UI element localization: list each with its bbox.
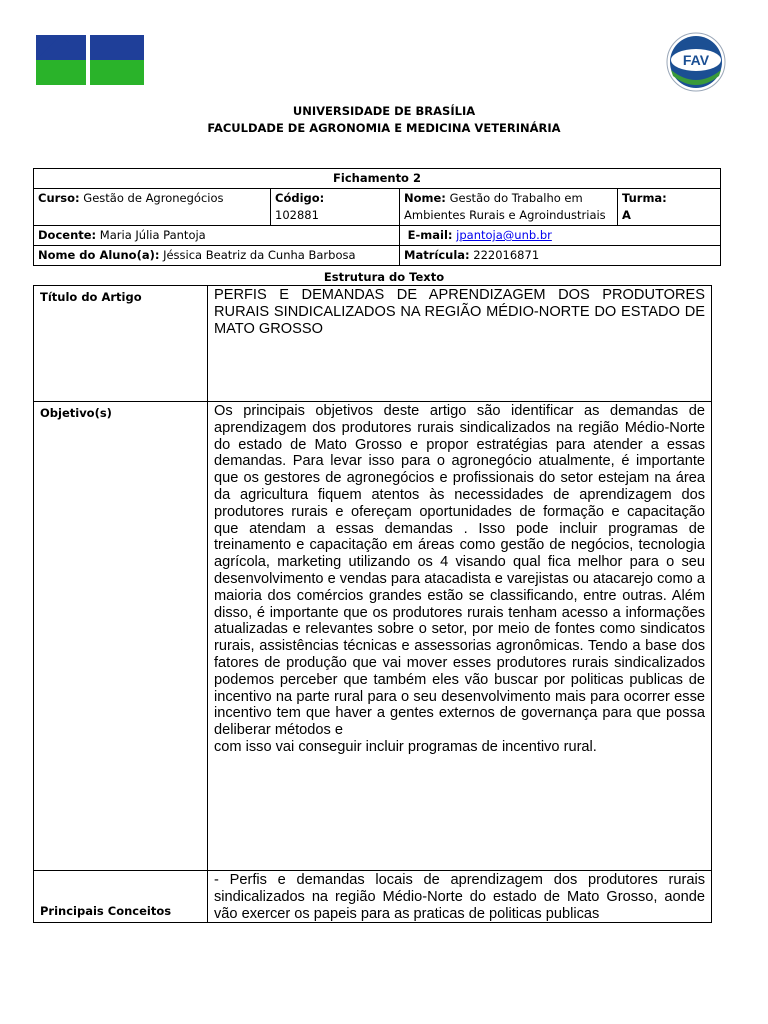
titulo-value: PERFIS E DEMANDAS DE APRENDIZAGEM DOS PRODUTORES RURAIS SINDICALIZADOS NA REGIÃO MÉDIO-NORTE DO ESTADO DE MATO GROSSO bbox=[208, 286, 712, 402]
objetivo-label: Objetivo(s) bbox=[34, 402, 208, 871]
curso-value: Gestão de Agronegócios bbox=[79, 191, 224, 205]
matricula-value: 222016871 bbox=[469, 248, 540, 262]
email-label: E-mail: bbox=[407, 228, 453, 242]
nome-value: Gestão do Trabalho em Ambientes Rurais e Agroindustriais bbox=[404, 191, 606, 222]
info-table bbox=[33, 168, 721, 266]
email-link[interactable]: jpantoja@unb.br bbox=[456, 228, 552, 242]
university-name: UNIVERSIDADE DE BRASÍLIA bbox=[292, 104, 476, 118]
matricula-label: Matrícula: bbox=[404, 248, 470, 262]
titulo-label: Título do Artigo bbox=[34, 286, 208, 402]
fav-logo bbox=[663, 32, 729, 92]
objetivo-cell bbox=[208, 402, 712, 871]
codigo-label: Código: bbox=[275, 191, 325, 205]
conceitos-value: - Perfis e demandas locais de aprendizagem dos produtores rurais sindicalizados na região Médio-Norte do estado de Mato Grosso, aonde vão exercer os papeis para as praticas de politicas publicas bbox=[208, 871, 712, 923]
curso-label: Curso: bbox=[38, 191, 80, 205]
turma-label: Turma: bbox=[622, 191, 667, 205]
nome-label: Nome: bbox=[404, 191, 446, 205]
aluno-value: Jéssica Beatriz da Cunha Barbosa bbox=[159, 248, 356, 262]
turma-cell bbox=[618, 189, 721, 226]
conceitos-label: Principais Conceitos bbox=[34, 871, 208, 923]
structure-table bbox=[33, 285, 712, 923]
info-table-title: Fichamento 2 bbox=[34, 169, 721, 189]
docente-cell bbox=[34, 226, 400, 246]
docente-value: Maria Júlia Pantoja bbox=[96, 228, 206, 242]
matricula-cell bbox=[400, 246, 721, 266]
codigo-cell bbox=[271, 189, 400, 226]
codigo-value: 102881 bbox=[275, 208, 319, 222]
email-cell bbox=[400, 226, 721, 246]
aluno-cell bbox=[34, 246, 400, 266]
structure-heading: Estrutura do Texto bbox=[323, 270, 445, 284]
nome-cell bbox=[400, 189, 618, 226]
curso-cell bbox=[34, 189, 271, 226]
unb-logo bbox=[36, 35, 144, 85]
objetivo-value: Os principais objetivos deste artigo são identificar as demandas de aprendizagem dos produtores rurais sindicalizados na região Médio-Norte do estado de Mato Grosso e propor estratégias para atender a essas demandas. Para levar isso para o agronegócio atualmente, é importante que os gestores de agronegócios e profissionais do setor estejam na área da agricultura fiquem atentos às necessidades de aprendizagem dos produtores rurais e ofereçam oportunidades de formação e capacitação que atendam a essas demandas . Isso pode incluir programas de treinamento e capacitação em áreas como gestão de negócios, tecnologia agrícola, marketing utilizando os 4 visando qual fica melhor para o seu desenvolvimento e vendas para atacadista e varejistas ou atacarejo como a maioria dos comércios grandes estão se classificando, entre outras. Além disso, é importante que os produtores rurais tenham acesso a informações atualizadas e relevantes sobre o setor, por meio de fontes como sindicatos rurais, assistências técnicas e assessorias agronômicas. Tendo a base dos fatores de produção que vai mover esses produtores rurais sindicalizados podemos perceber que também eles vão buscar por politicas publicas de incentivo na parte rural para o seu desenvolvimento mais para ocorrer esse incentivo tem que haver a gentes externos de governança para que possa deliberar métodos e bbox=[214, 403, 705, 739]
fav-logo-text: FAV bbox=[682, 52, 710, 68]
turma-value: A bbox=[622, 208, 631, 222]
faculty-name: FACULDADE DE AGRONOMIA E MEDICINA VETERINÁRIA bbox=[207, 121, 561, 135]
docente-label: Docente: bbox=[38, 228, 97, 242]
aluno-label: Nome do Aluno(a): bbox=[38, 248, 160, 262]
objetivo-last-line: com isso vai conseguir incluir programas de incentivo rural. bbox=[214, 738, 597, 755]
